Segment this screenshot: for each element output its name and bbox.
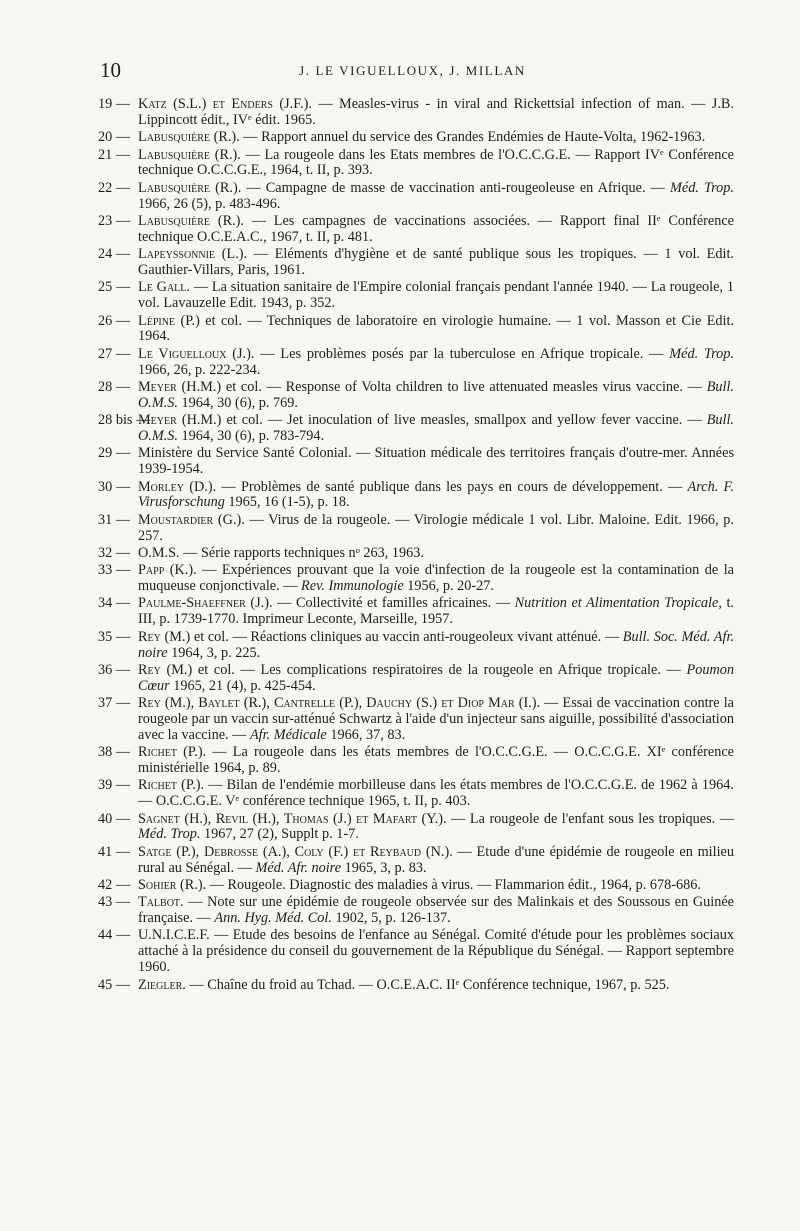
reference-text [138,877,701,893]
reference-segment: 1964, 30 (6), p. 783-794. [177,428,325,445]
reference-journal: Poumon Cœur [138,661,734,694]
reference-number: 41 — [98,843,131,860]
reference-author: Labusquière (R.). [138,146,241,163]
reference-segment: et col. — Réactions cliniques au vaccin anti-rougeoleux vivant atténué. — [190,628,623,645]
reference-text [138,213,734,245]
reference-item [98,314,734,346]
reference-text [138,479,734,511]
reference-text [138,545,424,561]
reference-segment: — Problèmes de santé publique dans les pays en cours de développement. — [216,478,688,495]
reference-text [138,977,669,993]
reference-text [138,279,734,311]
reference-number: 30 — [98,478,131,495]
running-head: J. LE VIGUELLOUX, J. MILLAN [299,63,526,78]
reference-number: 20 — [98,129,131,146]
reference-segment: O.M.S. — Série rapports techniques nᵒ 263, 1963. [138,544,424,561]
reference-author: Rey (M.), Baylet (R.), Cantrelle (P.), Dauchy (S.) et Diop Mar (I.). [138,695,541,712]
reference-author: Sohier (R.). [138,876,207,893]
reference-segment: Ministère du Service Santé Colonial. — Situation médicale des territoires français d'outre-mer. Années 1939-1954. [138,445,734,478]
reference-segment: et col. — Response of Volta children to live attenuated measles virus vaccine. — [221,378,707,395]
reference-number: 32 — [98,544,131,561]
reference-text [138,445,734,477]
reference-author: Rey (M.) [138,661,193,678]
reference-author: Labusquière (R.). [138,212,244,229]
reference-segment: — Expériences prouvant que la voie d'infection de la rougeole est la contamination de la muqueuse conjonctivale. — [138,562,734,595]
reference-author: Lapeyssonnie (L.). [138,246,248,263]
reference-text [138,777,734,809]
reference-text [138,662,734,694]
reference-segment: 1964, 30 (6), p. 769. [177,394,298,411]
reference-item [98,480,734,512]
page-number: 10 [100,58,121,82]
reference-segment: — Eléments d'hygiène et de santé publique sous les tropiques. — 1 vol. Edit. Gauthier-Villars, Paris, 1961. [138,246,734,279]
reference-journal: Méd. Trop. [138,826,201,843]
reference-author: Talbot. [138,894,184,911]
reference-item [98,663,734,695]
page-header [100,58,725,88]
reference-author: Lépine (P.) [138,312,200,329]
reference-author: Le Gall. [138,279,190,296]
reference-segment: et col. — Les complications respiratoires de la rougeole en Afrique tropicale. — [192,661,687,678]
reference-number: 27 — [98,345,131,362]
reference-number: 36 — [98,661,131,678]
reference-item [98,778,734,810]
reference-segment: — La rougeole de l'enfant sous les tropiques. — [446,810,734,827]
reference-text [138,180,734,212]
reference-author: Rey (M.) [138,628,191,645]
reference-text [138,562,734,594]
reference-text [138,844,734,876]
reference-item [98,380,734,412]
reference-segment: et col. — Jet inoculation of live measles, smallpox and yellow fever vaccine. — [221,412,707,429]
reference-item [98,745,734,777]
reference-number: 19 — [98,96,131,112]
reference-segment: 1902, 5, p. 126-137. [331,910,451,927]
reference-journal: Afr. Médicale [249,726,327,743]
reference-segment: — Les campagnes de vaccinations associées. — Rapport final IIᵉ Conférence technique O.C.E.A.C., 1967, t. II, p. 481. [138,212,734,245]
reference-text [138,927,734,975]
reference-item [98,895,734,927]
reference-item [98,596,734,628]
reference-journal: Arch. F. Virusforschung [138,478,734,511]
reference-number: 38 — [98,744,131,761]
reference-text [138,313,734,345]
reference-segment: 1965, 21 (4), p. 425-454. [169,677,316,694]
reference-text [138,512,734,544]
reference-number: 29 — [98,445,131,462]
reference-item [98,347,734,379]
reference-number: 23 — [98,212,131,229]
reference-segment: — Essai de vaccination contre la rougeole par un vaccin sur-atténué Schwartz à l'aide d'un injecteur sans aiguille, possibilité d'association avec la vaccine. — [138,695,734,743]
reference-journal: Méd. Trop. [670,179,734,196]
reference-segment: — Bilan de l'endémie morbilleuse dans les états membres de l'O.C.C.G.E. de 1962 à 1964. — O.C.C.G.E. Vᵉ conférence technique 1965, t. II, p. 403. [138,777,734,810]
reference-journal: Ann. Hyg. Méd. Col. [214,910,332,927]
reference-author: Le Viguelloux (J.). [138,345,255,362]
reference-item [98,446,734,478]
reference-number: 22 — [98,179,131,196]
reference-text [138,147,734,179]
reference-item [98,630,734,662]
reference-item [98,563,734,595]
reference-journal: Méd. Afr. noire [255,859,342,876]
reference-number: 31 — [98,511,131,528]
reference-number: 35 — [98,628,131,645]
reference-text [138,346,734,378]
reference-segment: 1965, 3, p. 83. [341,859,427,876]
reference-author: Katz (S.L.) et Enders (J.F.). [138,96,312,112]
reference-segment: U.N.I.C.E.F. — Etude des besoins de l'enfance au Sénégal. Comité d'étude pour les problèmes sociaux attaché à la présidence du conseil du gouvernement de la République du Sénégal. — Rapport septembre 1960. [138,927,734,976]
reference-number: 43 — [98,894,131,911]
reference-number: 21 — [98,146,131,163]
reference-journal: Méd. Trop. [669,345,734,362]
reference-author: Papp (K.). [138,562,197,579]
reference-item [98,280,734,312]
reference-item [98,97,734,129]
reference-author: Richet (P.). [138,777,205,794]
reference-item [98,130,734,146]
reference-segment: 1964, 3, p. 225. [167,644,261,661]
reference-journal: Bull. O.M.S. [138,378,735,411]
reference-item [98,978,734,994]
reference-text [138,129,705,145]
reference-text [138,629,734,661]
reference-number: 26 — [98,312,131,329]
reference-number: 28 — [98,378,131,395]
reference-segment: — Note sur une épidémie de rougeole observée sur des Malinkais et des Soussous en Guinée française. — [138,894,734,927]
reference-segment: 1956, p. 20-27. [403,578,494,595]
reference-segment: — Collectivité et familles africaines. — [272,595,515,612]
reference-segment: — Measles-virus - in viral and Rickettsial infection of man. — J.B. Lippincott édit., IVᵉ édit. 1965. [138,96,734,128]
reference-author: Moustardier (G.). [138,511,245,528]
reference-number: 34 — [98,595,131,612]
reference-segment: — Virus de la rougeole. — Virologie médicale 1 vol. Libr. Maloine. Edit. 1966, p. 257. [138,511,734,544]
reference-author: Sagnet (H.), Revil (H.), Thomas (J.) et Mafart (Y.). [138,810,447,827]
reference-segment: — Rapport annuel du service des Grandes Endémies de Haute-Volta, 1962-1963. [239,129,706,146]
reference-item [98,812,734,844]
reference-segment: et col. — Techniques de laboratoire en virologie humaine. — 1 vol. Masson et Cie Edit. 1964. [138,312,735,345]
reference-item [98,845,734,877]
reference-item [98,546,734,562]
reference-text [138,695,734,743]
reference-text [138,595,734,627]
reference-text [138,744,734,776]
reference-author: Meyer (H.M.) [138,412,222,429]
reference-author: Satge (P.), Debrosse (A.), Coly (F.) et Reybaud (N.). [138,843,453,860]
reference-number: 44 — [98,927,131,944]
reference-segment: 1965, 16 (1-5), p. 18. [224,494,350,511]
reference-journal: Bull. O.M.S. [138,412,734,445]
reference-author: Paulme-Shaeffner (J.). [138,595,273,612]
reference-journal: Bull. Soc. Méd. Afr. noire [138,628,735,661]
reference-item [98,413,734,445]
reference-item [98,696,734,744]
reference-item [98,247,734,279]
reference-segment: 1967, 27 (2), Supplt p. 1-7. [200,826,359,843]
reference-segment: 1966, 26, p. 222-234. [138,361,261,378]
reference-number: 45 — [98,976,131,993]
reference-item [98,928,734,976]
reference-item [98,214,734,246]
reference-author: Ziegler. [138,976,186,993]
reference-number: 25 — [98,279,131,296]
reference-number: 39 — [98,777,131,794]
reference-author: Morley (D.). [138,478,217,495]
reference-segment: — La rougeole dans les Etats membres de l'O.C.C.G.E. — Rapport IVᵉ Conférence technique O.C.C.G.E., 1964, t. II, p. 393. [138,146,734,179]
reference-author: Labusquière (R.). [138,179,242,196]
reference-number: 28 bis — [98,412,151,429]
reference-item [98,181,734,213]
reference-number: 40 — [98,810,131,827]
reference-journal: Rev. Immunologie [301,578,404,595]
reference-number: 24 — [98,246,131,263]
reference-text [138,894,734,926]
reference-segment: — Les problèmes posés par la tuberculose en Afrique tropicale. — [254,345,670,362]
reference-number: 33 — [98,562,131,579]
reference-journal: Nutrition et Alimentation Tropicale, [514,595,722,612]
reference-segment: — La situation sanitaire de l'Empire colonial français pendant l'année 1940. — La rougeole, 1 vol. Lavauzelle Edit. 1943, p. 352. [138,279,735,312]
reference-segment: 1966, 26 (5), p. 483-496. [138,195,281,212]
reference-list [98,97,734,993]
reference-segment: — Chaîne du froid au Tchad. — O.C.E.A.C. IIᵉ Conférence technique, 1967, p. 525. [185,976,670,993]
reference-author: Labusquière (R.). [138,129,240,146]
reference-segment: — La rougeole dans les états membres de l'O.C.C.G.E. — O.C.C.G.E. XIᵉ conférence ministérielle 1964, p. 89. [138,744,734,777]
reference-text [138,246,734,278]
reference-item [98,513,734,545]
reference-item [98,878,734,894]
reference-author: Richet (P.). [138,744,207,761]
reference-segment: 1966, 37, 83. [326,726,406,743]
reference-author: Meyer (H.M.) [138,378,222,395]
reference-text [138,379,734,411]
reference-segment: t. III, p. 1739-1770. Imprimeur Leconte, Marseille, 1957. [138,595,734,628]
reference-text [138,412,734,444]
reference-segment: — Etude d'une épidémie de rougeole en milieu rural au Sénégal. — [138,843,734,876]
reference-number: 37 — [98,695,131,712]
reference-number: 42 — [98,876,131,893]
reference-text [138,811,734,843]
reference-text [138,96,734,128]
reference-item [98,148,734,180]
reference-segment: — Rougeole. Diagnostic des maladies à virus. — Flammarion édit., 1964, p. 678-686. [206,876,701,893]
reference-segment: — Campagne de masse de vaccination anti-rougeoleuse en Afrique. — [241,179,671,196]
